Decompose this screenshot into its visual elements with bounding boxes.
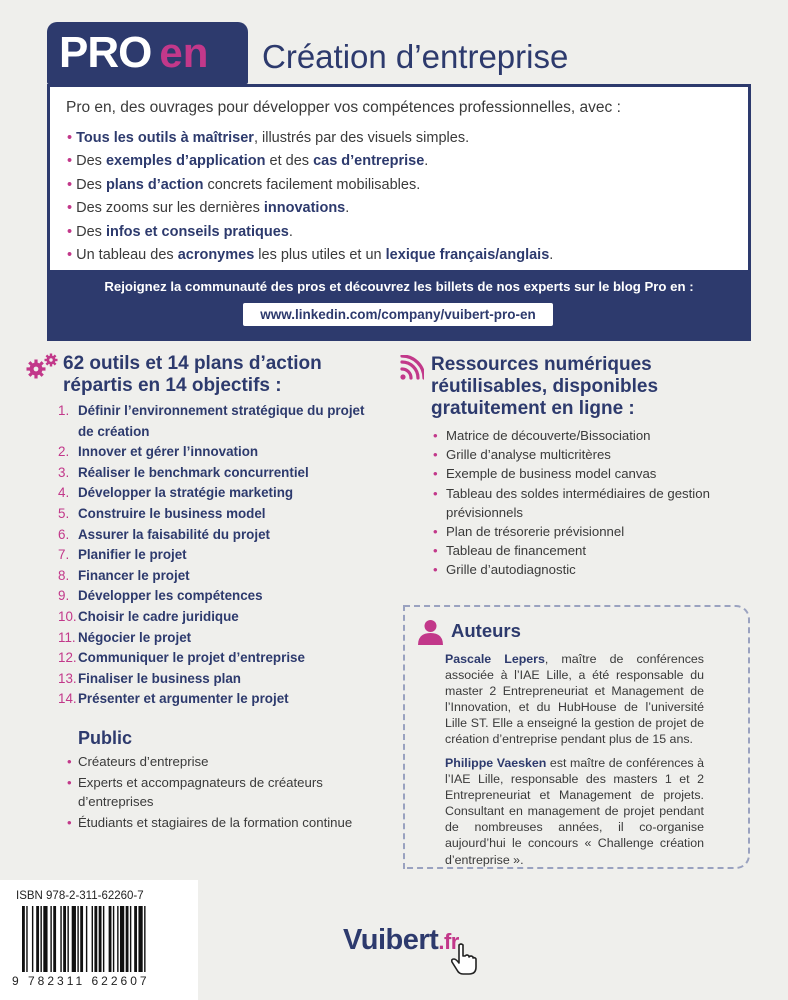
intro-item [67, 197, 553, 220]
objective-item [58, 545, 378, 566]
barcode-bar [60, 906, 61, 972]
barcode-bar [86, 906, 87, 972]
barcode-digits: 9 782311 622607 [12, 974, 150, 988]
list-item-label: Experts et accompagnateurs de créateurs d’entreprises [78, 774, 323, 810]
list-item [67, 813, 367, 833]
objective-label: Négocier le projet [78, 629, 192, 645]
bullet-icon: • [433, 485, 438, 501]
intro-box [47, 84, 751, 341]
bullet-icon: • [67, 774, 72, 790]
barcode-bar [134, 906, 137, 972]
barcode-bar [109, 906, 112, 972]
wifi-icon [398, 355, 424, 381]
public-list [67, 752, 367, 833]
objective-item [58, 463, 378, 484]
intro-item-text: acronymes [177, 247, 255, 264]
bullet-icon: • [433, 524, 438, 540]
barcode-bar [130, 906, 131, 972]
objective-number: 6. [58, 526, 70, 542]
gears-icon [26, 352, 60, 380]
public-title: Public [78, 728, 133, 748]
objective-label: Innover et gérer l’innovation [78, 444, 259, 460]
intro-item [67, 174, 553, 197]
objective-label: Planifier le projet [78, 547, 187, 563]
author-name: Philippe Vaesken [445, 756, 547, 770]
publisher-logo[interactable] [343, 924, 459, 957]
intro-item-text: concrets facilement mobilisables. [203, 176, 421, 193]
intro-item-text: innovations [263, 200, 346, 217]
objective-item [58, 442, 378, 463]
list-item [433, 464, 733, 483]
objective-label: Assurer la faisabilité du projet [78, 526, 270, 542]
bullet-icon: • [67, 200, 77, 217]
linkedin-link[interactable]: www.linkedin.com/company/vuibert-pro-en [243, 303, 553, 326]
barcode-bar [94, 906, 97, 972]
intro-item [67, 127, 553, 150]
barcode-bar [53, 906, 56, 972]
objective-label: Présenter et argumenter le projet [78, 691, 289, 707]
barcode-bar [50, 906, 51, 972]
list-item [433, 522, 733, 541]
authors-title: Auteurs [451, 620, 521, 641]
barcode [22, 906, 192, 976]
barcode-bar [63, 906, 66, 972]
list-item [433, 560, 733, 579]
author-bio-lepers [445, 651, 704, 748]
bullet-icon: • [67, 754, 72, 769]
objective-label: Construire le business model [78, 505, 266, 521]
intro-item-text: . [424, 153, 429, 170]
community-text: Rejoignez la communauté des pros et découvrez les billets de nos experts sur le blog Pro en : [104, 279, 694, 294]
intro-item-text: lexique français/anglais [385, 247, 550, 264]
barcode-bar [103, 906, 104, 972]
list-item [67, 752, 367, 772]
barcode-bar [77, 906, 78, 972]
objective-number: 7. [58, 547, 70, 563]
publisher-suffix: .fr [438, 929, 459, 954]
intro-item-text: Des [76, 153, 106, 170]
barcode-bar [67, 906, 68, 972]
objective-item [58, 525, 378, 546]
barcode-bar [80, 906, 83, 972]
tools-title: 62 outils et 14 plans d’action répartis en 14 objectifs : [63, 353, 322, 396]
objectives-list [58, 401, 378, 710]
list-item-label: Étudiants et stagiaires de la formation continue [78, 814, 353, 830]
list-item-label: Plan de trésorerie prévisionnel [446, 524, 625, 540]
barcode-bar [72, 906, 76, 972]
list-item-label: Exemple de business model canvas [446, 466, 657, 482]
bullet-icon: • [433, 447, 438, 463]
objective-item [58, 607, 378, 628]
bullet-icon: • [67, 153, 77, 170]
logo-en: en [159, 29, 209, 76]
objective-item [58, 669, 378, 690]
intro-item-text: Des zooms sur les dernières [76, 200, 264, 217]
intro-item-text: Tous les outils à maîtriser [76, 130, 254, 146]
intro-item-text: Un tableau des [76, 247, 178, 264]
barcode-bar [144, 906, 145, 972]
list-item-label: Tableau de financement [446, 543, 587, 559]
intro-item-text: Des [76, 176, 106, 193]
page-title: Création d’entreprise [262, 38, 569, 75]
objective-number: 12. [58, 650, 77, 666]
objective-label: Financer le projet [78, 567, 190, 583]
hand-cursor-icon [451, 943, 477, 975]
barcode-bar [22, 906, 25, 972]
objective-number: 1. [58, 403, 70, 418]
intro-item [67, 244, 553, 267]
intro-lead: Pro en, des ouvrages pour développer vos compétences professionnelles, avec : [66, 99, 621, 116]
author-bio-text: , maître de conférences associée à l’IAE Lille, a été responsable du master 2 Entrepreneuriat et Management de l’Innovation, et du HubHouse de l’université Lille ST. Elle a enseigné la gestion de projet de création d’entreprise pendant plus de 15 ans. [445, 652, 704, 747]
list-item [433, 445, 733, 464]
objective-number: 9. [58, 588, 70, 604]
resources-title: Ressources numériques réutilisables, disponibles gratuitement en ligne : [431, 354, 659, 419]
bullet-icon: • [433, 543, 438, 559]
objective-number: 2. [58, 444, 70, 460]
intro-item [67, 221, 553, 244]
isbn: ISBN 978-2-311-62260-7 [16, 890, 144, 902]
objective-item [58, 566, 378, 587]
list-item [433, 541, 733, 560]
publisher-name: Vuibert [343, 924, 439, 956]
author-bio-text: est maître de conférences à l’IAE Lille, responsable des masters 1 et 2 Entrepreneuriat et Management de projets. Consultant en management de projet pendant de nombreuses années, il co-organise aujourd’hui le concours « Challenge création d’entreprise ». [445, 756, 704, 867]
intro-item-text: cas d’entreprise [313, 153, 425, 170]
intro-item-text: et des [265, 153, 314, 170]
objective-number: 14. [58, 691, 77, 707]
objective-item [58, 483, 378, 504]
bullet-icon: • [433, 428, 438, 443]
list-item-label: Créateurs d’entreprise [78, 754, 209, 769]
intro-item-text: , illustrés par des visuels simples. [253, 130, 470, 146]
intro-item-text: plans d’action [105, 176, 204, 193]
intro-item-text: . [345, 200, 350, 217]
logo-pro: PRO [59, 28, 152, 77]
list-item [67, 773, 367, 812]
barcode-bar [113, 906, 114, 972]
objective-label: Communiquer le projet d’entreprise [78, 650, 305, 666]
intro-list [67, 127, 553, 267]
bullet-icon: • [433, 466, 438, 482]
objective-item [58, 401, 378, 442]
bullet-icon: • [67, 247, 77, 264]
objective-number: 10. [58, 608, 77, 624]
barcode-bar [120, 906, 124, 972]
resources-list [433, 426, 733, 580]
bullet-icon: • [67, 130, 77, 146]
bullet-icon: • [67, 223, 77, 240]
objective-item [58, 504, 378, 525]
barcode-bar [117, 906, 118, 972]
intro-item-text: Des [76, 223, 106, 240]
intro-item-text: infos et conseils pratiques [105, 223, 289, 240]
objective-number: 3. [58, 464, 70, 480]
barcode-bar [36, 906, 39, 972]
intro-item-text: exemples d’application [105, 153, 266, 170]
pro-en-logo [47, 22, 248, 84]
objective-label: Choisir le cadre juridique [78, 608, 239, 624]
barcode-bar [26, 906, 27, 972]
objective-number: 5. [58, 505, 70, 521]
intro-item [67, 150, 553, 173]
community-band [50, 270, 748, 338]
objective-label: Définir l’environnement stratégique du projet de création [78, 403, 365, 439]
objective-item [58, 648, 378, 669]
list-item-label: Grille d’analyse multicritères [446, 447, 611, 463]
objective-number: 13. [58, 670, 77, 686]
list-item [433, 426, 733, 445]
barcode-bar [126, 906, 129, 972]
bullet-icon: • [67, 814, 72, 830]
author-bio-vaesken [445, 755, 704, 868]
barcode-bar [40, 906, 41, 972]
objective-item [58, 586, 378, 607]
objective-label: Réaliser le benchmark concurrentiel [78, 464, 309, 480]
author-name: Pascale Lepers [445, 652, 545, 666]
objective-number: 11. [58, 629, 76, 645]
barcode-bar [92, 906, 93, 972]
list-item-label: Matrice de découverte/Bissociation [446, 428, 651, 443]
barcode-bar [43, 906, 47, 972]
objective-item [58, 628, 378, 649]
objective-item [58, 689, 378, 710]
barcode-bar [99, 906, 102, 972]
objective-label: Développer les compétences [78, 588, 263, 604]
list-item [433, 484, 733, 522]
barcode-bar [138, 906, 142, 972]
intro-item-text: . [549, 247, 554, 264]
person-icon [417, 619, 444, 645]
objective-number: 4. [58, 485, 70, 501]
list-item-label: Tableau des soldes intermédiaires de gestion prévisionnels [446, 485, 710, 520]
bullet-icon: • [67, 176, 77, 193]
objective-number: 8. [58, 567, 70, 583]
barcode-bar [32, 906, 33, 972]
intro-item-text: . [288, 223, 293, 240]
intro-item-text: les plus utiles et un [254, 247, 386, 264]
bullet-icon: • [433, 562, 438, 578]
objective-label: Finaliser le business plan [78, 670, 241, 686]
list-item-label: Grille d’autodiagnostic [446, 562, 576, 578]
objective-label: Développer la stratégie marketing [78, 485, 294, 501]
